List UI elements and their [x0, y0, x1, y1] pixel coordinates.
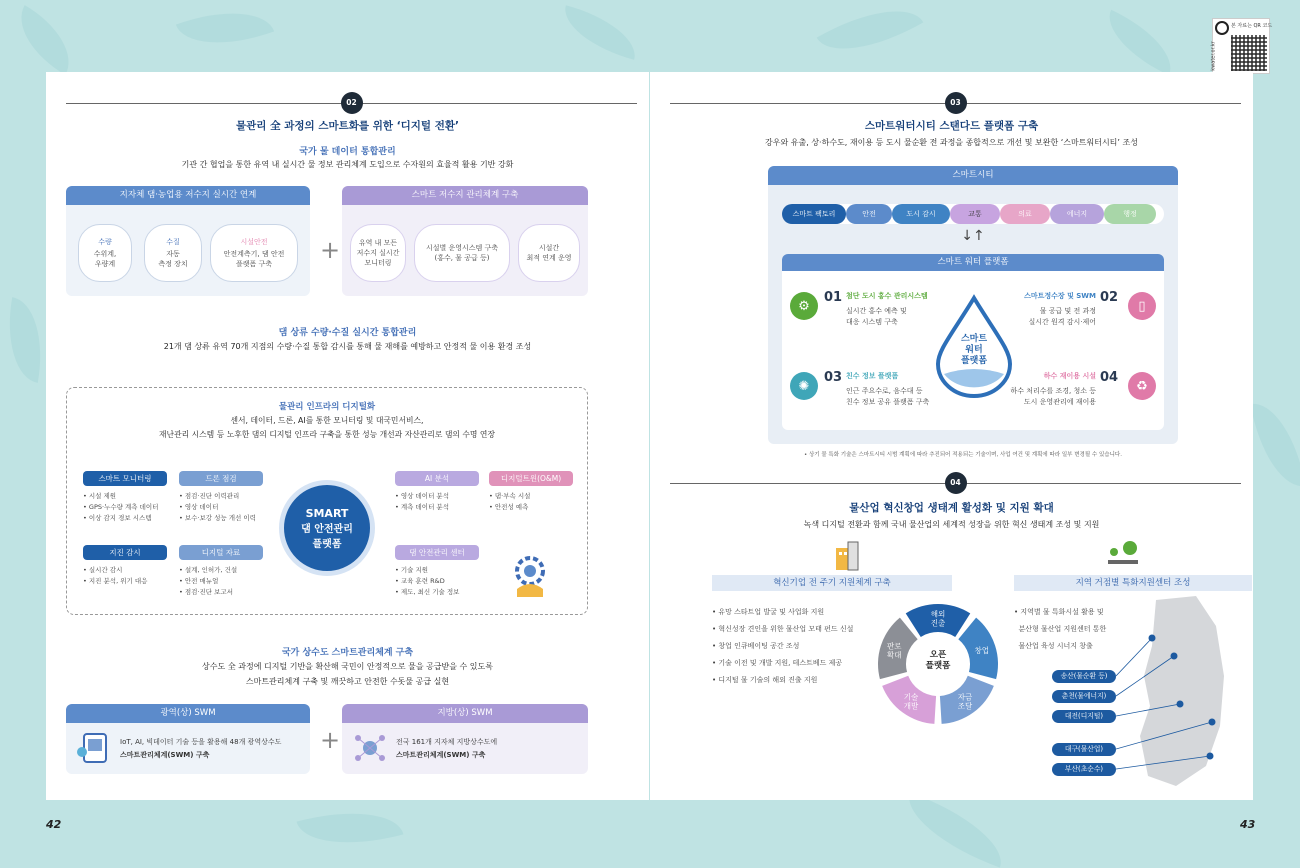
swm-text-line-1: 전국 161개 지자체 지방상수도에	[396, 738, 498, 746]
section-number: 03	[945, 92, 967, 114]
region-connector-lines	[1116, 632, 1226, 782]
tag-dam-safety-center: 댐 안전관리 센터	[395, 545, 479, 560]
feature-number: 01	[824, 290, 843, 305]
section-desc: 녹색 디지털 전환과 함께 국내 물산업의 세계적 성장을 위한 혁신 생태계 조성 및 지원	[803, 520, 1100, 529]
swm-text-line-2: 스마트관리체계(SWM) 구축	[120, 751, 210, 759]
pill-facility-safety	[210, 224, 298, 282]
infra-desc-2: 재난관리 시스템 등 노후한 댐의 디지털 인프라 구축을 통한 성능 개선과 자산관리로 댐의 수명 연장	[159, 430, 495, 439]
gear-icon: ⚙	[790, 292, 818, 320]
ring-segment-label: 개발	[903, 701, 919, 711]
feature-desc: 인근 주요수로, 음수대 등 친수 정보 공유 플랫폼 구축	[846, 387, 930, 406]
section-desc: 강우와 유출, 상·하수도, 재이용 등 도시 물순환 전 과정을 종합적으로 개선 및 보완한 ‘스마트워터시티’ 조성	[765, 138, 1138, 147]
bullet-item: • 댐·부속 시설	[489, 492, 531, 500]
gear-hand-icon	[507, 553, 553, 599]
right-page	[650, 72, 1253, 800]
bullet-item: • 점검·진단 보고서	[179, 588, 233, 596]
pill-body: 자동 측정 장치	[158, 250, 188, 268]
section-title: 물관리 全 과정의 스마트화를 위한 ‘디지털 전환’	[236, 120, 459, 132]
infra-desc-1: 센서, 데이터, 드론, AI를 통한 모니터링 및 대국민서비스,	[230, 416, 424, 425]
left-page	[46, 72, 649, 800]
section-title: 스마트워터시티 스탠다드 플랫폼 구축	[864, 120, 1039, 132]
integration-box	[66, 186, 310, 296]
bullet-item: • 안전성 예측	[489, 503, 529, 511]
ring-segment-label: 진출	[930, 618, 946, 628]
category-chip: 에너지	[1050, 204, 1104, 224]
list-item: 분산형 물산업 지원센터 통한	[1018, 625, 1107, 633]
qr-url: kwater.or.kr	[1210, 41, 1217, 71]
plus-icon: +	[320, 236, 341, 264]
pill-monitoring: 유역 내 모든 저수지 실시간 모니터링	[350, 224, 406, 282]
pill-water-quantity	[78, 224, 132, 282]
feature-01	[824, 286, 842, 305]
feature-title: 하수 재이용 시설	[1043, 372, 1096, 380]
smart-dam-platform-circle	[279, 480, 375, 576]
tag-earthquake-monitoring: 지진 감시	[83, 545, 167, 560]
bullet-item: • 계측 데이터 분석	[395, 503, 449, 511]
platform-center-label: 스마트 워터 플랫폼	[960, 334, 988, 366]
list-item: • 디지털 물 기술의 해외 진출 지원	[712, 676, 818, 684]
ring-segment-label: 창업	[974, 645, 989, 655]
section-number: 04	[945, 472, 967, 494]
support-list	[712, 604, 853, 689]
pill-operation-system: 시설별 운영시스템 구축 (홍수, 물 공급 등)	[414, 224, 510, 282]
swm-local-box	[342, 704, 588, 774]
box-header: 지자체 댐·농업용 저수지 실시간 연계	[66, 186, 310, 205]
subsection-title: 국가 물 데이터 통합관리	[299, 147, 396, 157]
leaf-decoration	[1250, 397, 1300, 493]
bullet-item: • 교육 훈련 R&D	[395, 577, 445, 585]
page-number-left: 42	[46, 818, 62, 831]
smart-city-panel	[768, 166, 1178, 444]
pill-body: 수위계, 우량계	[93, 250, 117, 268]
region-chuncheon: 춘천(물에너지)	[1052, 690, 1116, 703]
bullet-item: • 기술 지원	[395, 566, 429, 574]
box-header: 스마트 저수지 관리체계 구축	[342, 186, 588, 205]
bullet-list	[395, 491, 449, 513]
box-header: 지방(상) SWM	[342, 704, 588, 723]
feature-title: 첨단 도시 홍수 관리시스템	[846, 292, 928, 300]
leaf-decoration	[557, 5, 643, 60]
box-header: 광역(상) SWM	[66, 704, 310, 723]
bullet-list	[395, 565, 459, 598]
qr-logo-icon	[1215, 21, 1229, 35]
category-chip: 도시 감시	[892, 204, 950, 224]
qr-caption: 본 자료는 QR 코드	[1231, 23, 1273, 29]
qr-code[interactable]	[1210, 18, 1273, 74]
category-chip: 안전	[846, 204, 892, 224]
list-item: • 지역별 물 특화시설 활용 및	[1014, 608, 1104, 616]
bullet-item: • 이상 감지 경보 시스템	[83, 514, 152, 522]
feature-number: 03	[824, 370, 843, 385]
leaf-decoration	[5, 5, 86, 75]
reservoir-box	[342, 186, 588, 296]
open-platform-ring	[876, 602, 1000, 726]
region-daegu: 대구(물산업)	[1052, 743, 1116, 756]
leaf-decoration	[896, 792, 1013, 867]
support-system-header: 혁신기업 전 주기 지원체계 구축	[712, 575, 952, 591]
bullet-list	[179, 565, 237, 598]
pill-title: 수질	[166, 238, 180, 246]
feature-title: 스마트정수장 및 SWM	[1024, 292, 1096, 300]
swm-text-line-1: IoT, AI, 빅데이터 기술 등을 활용해 48개 광역상수도	[120, 738, 282, 746]
recycle-icon: ♻	[1128, 372, 1156, 400]
section-header	[670, 472, 1241, 496]
swm-regional-box	[66, 704, 310, 774]
ring-segment-label: 조달	[957, 701, 973, 711]
tag-digital-twin: 디지털트윈(O&M)	[489, 471, 573, 486]
building-icon	[832, 540, 862, 572]
category-chip: 스마트 팩토리	[782, 204, 846, 224]
pill-water-quality	[144, 224, 202, 282]
category-chip: 의료	[1000, 204, 1050, 224]
bullet-item: • 점검·진단 이력관리	[179, 492, 240, 500]
tag-drone-inspection: 드론 점검	[179, 471, 263, 486]
list-item: 물산업 육성 시너지 창출	[1018, 642, 1093, 650]
feature-desc: 하수 처리수를 조경, 청소 등 도시 운영관리에 재이용	[1010, 387, 1096, 406]
ring-segment-label: 판로	[887, 641, 902, 651]
page-number-right: 43	[1240, 818, 1256, 831]
tablet-icon	[76, 730, 112, 766]
list-item: • 혁신성장 견인을 위한 물산업 모태 펀드 신설	[712, 625, 854, 633]
feature-04	[1100, 366, 1118, 385]
bullet-item: • 설계, 인허가, 건설	[179, 566, 238, 574]
bullet-item: • 제도, 최신 기술 정보	[395, 588, 460, 596]
pill-title: 수량	[98, 238, 112, 246]
list-item: • 기술 이전 및 개발 지원, 테스트베드 제공	[712, 659, 843, 667]
swm-text-line-2: 스마트관리체계(SWM) 구축	[396, 751, 486, 759]
pill-title: 시설안전	[240, 238, 268, 246]
network-icon	[352, 730, 388, 766]
qr-pattern	[1231, 35, 1267, 71]
subsection-desc: 기관 간 협업을 통한 유역 내 실시간 물 정보 관리체계 도입으로 수자원의 효율적 활용 기반 강화	[181, 160, 514, 169]
tag-smart-monitoring: 스마트 모니터링	[83, 471, 167, 486]
bullet-item: • 실시간 감시	[83, 566, 123, 574]
tag-digital-records: 디지털 자료	[179, 545, 263, 560]
leaf-decoration	[176, 0, 274, 62]
section-number: 02	[341, 92, 363, 114]
phone-icon: ▯	[1128, 292, 1156, 320]
feature-title: 친수 정보 플랫폼	[846, 372, 899, 380]
list-item: • 유망 스타트업 발굴 및 사업화 지원	[712, 608, 825, 616]
category-chip: 행정	[1104, 204, 1156, 224]
region-daejeon: 대전(디지털)	[1052, 710, 1116, 723]
bullet-list	[83, 565, 147, 587]
regional-center-header: 지역 거점별 특화지원센터 조성	[1014, 575, 1252, 591]
meeting-icon	[1106, 540, 1140, 572]
bullet-item: • 지진 분석, 위기 대응	[83, 577, 148, 585]
bullet-item: • 시설 제원	[83, 492, 117, 500]
center-line-3: 플랫폼	[312, 538, 342, 550]
leaf-decoration	[1096, 10, 1183, 76]
bullet-item: • GPS·누수량 계측 데이터	[83, 503, 159, 511]
leaf-decoration	[817, 0, 924, 72]
region-songsan: 송산(물순환 등)	[1052, 670, 1116, 683]
category-bar	[782, 204, 1164, 224]
subsection-desc-2: 스마트관리체계 구축 및 깨끗하고 안전한 수돗물 공급 실현	[245, 677, 450, 686]
feature-03	[824, 366, 842, 385]
bullet-item: • 영상 데이터 분석	[395, 492, 449, 500]
feature-number: 02	[1100, 290, 1119, 305]
water-platform-box	[782, 254, 1164, 430]
leaf-decoration	[297, 796, 404, 861]
ring-segment-label: 기술	[903, 692, 919, 702]
ring-segment-label: 자금	[957, 692, 973, 702]
feature-number: 04	[1100, 370, 1119, 385]
regional-list	[1014, 604, 1106, 655]
panel-header: 스마트시티	[768, 166, 1178, 185]
list-item: • 창업 인큐베이팅 공간 조성	[712, 642, 800, 650]
tag-ai-analysis: AI 분석	[395, 471, 479, 486]
section-header	[66, 92, 637, 116]
bullet-list	[489, 491, 530, 513]
subsection-desc: 21개 댐 상류 유역 70개 지점의 수량·수질 통합 감시를 통해 물 재해를 예방하고 안정적 물 이용 환경 조성	[163, 342, 532, 351]
bullet-list	[179, 491, 256, 524]
center-line-2: 댐 안전관리	[301, 523, 353, 535]
subsection-desc-1: 상수도 全 과정에 디지털 기반을 확산해 국민이 안정적으로 물을 공급받을 수 있도록	[202, 662, 493, 671]
feature-02	[1100, 286, 1118, 305]
exchange-arrows-icon: ↓↑	[961, 228, 985, 244]
bullet-item: • 안전 매뉴얼	[179, 577, 219, 585]
ring-segment-label: 해외	[930, 609, 946, 619]
infra-title: 물관리 인프라의 디지털화	[278, 402, 376, 412]
feature-desc: 실시간 홍수 예측 및 대응 시스템 구축	[846, 307, 907, 326]
platform-header: 스마트 워터 플랫폼	[782, 254, 1164, 271]
region-busan: 부산(초순수)	[1052, 763, 1116, 776]
network-icon: ✺	[790, 372, 818, 400]
infra-panel	[66, 387, 588, 615]
leaf-decoration	[0, 297, 52, 383]
section-header	[670, 92, 1241, 116]
bullet-list	[83, 491, 158, 524]
swm-text	[396, 736, 497, 762]
subsection-title: 국가 상수도 스마트관리체계 구축	[281, 648, 414, 658]
plus-icon: +	[320, 726, 341, 754]
ring-segment-label: 확대	[887, 650, 902, 660]
pill-body: 안전계측기, 댐 안전 플랫폼 구축	[223, 250, 285, 268]
feature-desc: 물 공급 및 전 과정 실시간 원격 감시·제어	[1028, 307, 1096, 326]
pill-linked-operation: 시설간 최적 연계 운영	[518, 224, 580, 282]
bullet-item: • 보수·보강 성능 개선 이력	[179, 514, 256, 522]
section-title: 물산업 혁신창업 생태계 활성화 및 지원 확대	[849, 502, 1054, 514]
category-chip: 교통	[950, 204, 1000, 224]
center-line-1: SMART	[305, 506, 349, 520]
ring-center-label: 오픈 플랫폼	[925, 650, 951, 671]
swm-text	[120, 736, 281, 762]
bullet-item: • 영상 데이터	[179, 503, 219, 511]
footnote: • 상기 물 특화 기술은 스마트시티 시범 계획에 따라 추진되어 적용되는 기술이며, 사업 여건 및 계획에 따라 일부 변경될 수 있습니다.	[804, 452, 1122, 458]
subsection-title: 댐 상류 수량·수질 실시간 통합관리	[278, 328, 417, 338]
